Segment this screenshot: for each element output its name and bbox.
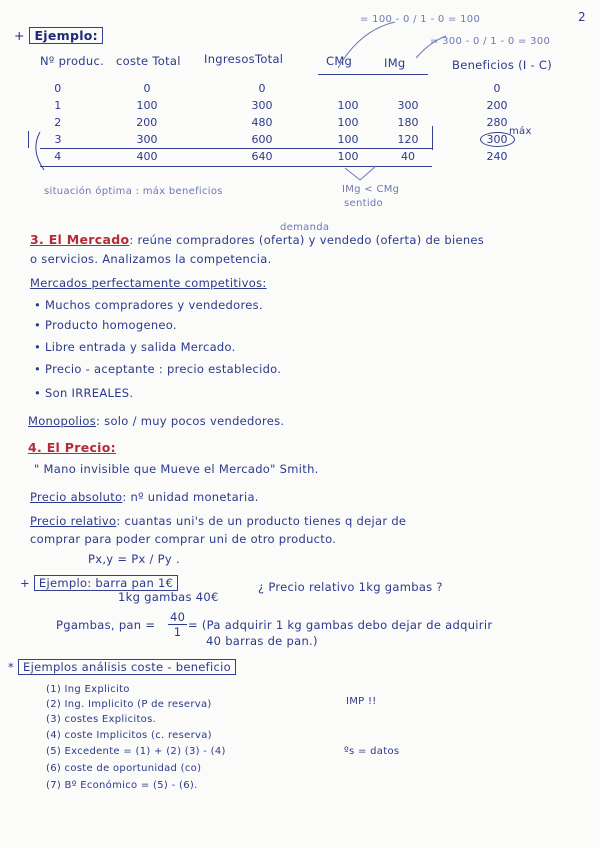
table-cell: 200 bbox=[136, 116, 158, 129]
ejemplos-analisis-block: * Ejemplos análisis coste - beneficio bbox=[8, 660, 236, 674]
annotation-arrows bbox=[0, 0, 600, 240]
table-cell: 600 bbox=[251, 133, 273, 146]
analisis-item-6: (6) coste de oportunidad (co) bbox=[46, 763, 202, 774]
mercado-sub-title: Mercados perfectamente competitivos: bbox=[30, 276, 267, 290]
header-ingresos-total: IngresosTotal bbox=[204, 52, 284, 66]
table-cell: 100 bbox=[337, 150, 359, 163]
analisis-item-4: (4) coste Implicitos (c. reserva) bbox=[46, 730, 212, 741]
header-beneficios: Beneficios (I - C) bbox=[452, 58, 553, 72]
analisis-item-7: (7) Bº Económico = (5) - (6). bbox=[46, 780, 198, 791]
optimal-circle: 300 bbox=[480, 132, 515, 147]
datos-note: ºs = datos bbox=[344, 746, 400, 757]
analisis-item-3: (3) costes Explicitos. bbox=[46, 714, 157, 725]
precio-absoluto-text: : nº unidad monetaria. bbox=[122, 490, 259, 504]
table-cell: 40 bbox=[401, 150, 415, 163]
mercado-bullet-1: • Muchos compradores y vendedores. bbox=[34, 298, 263, 312]
precio-title: 4. El Precio: bbox=[28, 440, 116, 455]
table-cell: 4 bbox=[54, 150, 62, 163]
ejemplo-2-line-1: barra pan 1€ bbox=[95, 576, 174, 590]
table-cell: 100 bbox=[337, 133, 359, 146]
header-img: IMg bbox=[384, 56, 406, 70]
mercado-bullet-5: • Son IRREALES. bbox=[34, 386, 134, 400]
ejemplo-2-formula-right-2: 40 barras de pan.) bbox=[206, 634, 318, 648]
precio-formula: Px,y = Px / Py . bbox=[88, 552, 180, 566]
ejemplo-2-formula-right: = (Pa adquirir 1 kg gambas debo dejar de adquirir bbox=[188, 618, 493, 632]
note-optima: situación óptima : máx beneficios bbox=[44, 186, 223, 197]
table-cell: 1 bbox=[54, 99, 62, 112]
analisis-item-5: (5) Excedente = (1) + (2) (3) - (4) bbox=[46, 746, 226, 757]
top-formula-2: = 300 - 0 / 1 - 0 = 300 bbox=[430, 36, 551, 47]
table-cell: 300 bbox=[397, 99, 419, 112]
ejemplo-2-label-text: Ejemplo: bbox=[38, 576, 92, 590]
mercado-text-2: o servicios. Analizamos la competencia. bbox=[30, 252, 272, 266]
precio-absoluto-line bbox=[30, 490, 259, 504]
table-cell: 640 bbox=[251, 150, 273, 163]
table-cell: 100 bbox=[136, 99, 158, 112]
note-img-cmg: IMg < CMg bbox=[342, 184, 400, 195]
mercado-bullet-2: • Producto homogeneo. bbox=[34, 318, 177, 332]
ejemplo-1-label: + Ejemplo: bbox=[14, 28, 103, 43]
table-cell: 2 bbox=[54, 116, 62, 129]
ejemplo-2-block: + Ejemplo: barra pan 1€ bbox=[20, 576, 178, 590]
table-cell: 120 bbox=[397, 133, 419, 146]
table-cell: 3 bbox=[29, 131, 88, 148]
precio-relativo-text: : cuantas uni's de un producto tienes q dejar de bbox=[116, 514, 407, 528]
max-label: máx bbox=[509, 126, 532, 137]
precio-relativo-label: Precio relativo bbox=[30, 514, 117, 528]
table-cell: 0 bbox=[54, 82, 62, 95]
table-cell: 0 bbox=[143, 82, 151, 95]
table-cell: 400 bbox=[136, 150, 158, 163]
ejemplo-2-label bbox=[34, 575, 178, 591]
monopolios-text: : solo / muy pocos vendedores. bbox=[96, 414, 285, 428]
fraction-den: 1 bbox=[173, 625, 182, 639]
table-cell: 240 bbox=[486, 150, 508, 163]
precio-relativo-line bbox=[30, 514, 406, 528]
fraction-num: 40 bbox=[170, 610, 186, 624]
note-sentido: sentido bbox=[344, 198, 383, 209]
header-nprod: Nº produc. bbox=[40, 54, 105, 68]
table-cell: 300 bbox=[136, 133, 158, 146]
header-coste-total: coste Total bbox=[116, 54, 181, 68]
analisis-item-1: (1) Ing Explicito bbox=[46, 684, 130, 695]
monopolios-label: Monopolios bbox=[28, 414, 97, 428]
top-formula-1: = 100 - 0 / 1 - 0 = 100 bbox=[360, 14, 481, 25]
mercado-text-1: : reúne compradores (oferta) y vendedo (oferta) de bienes bbox=[129, 233, 485, 247]
mercado-title: 3. El Mercado bbox=[30, 232, 130, 247]
table-cell: 100 bbox=[337, 116, 359, 129]
precio-relativo-text-2: comprar para poder comprar uni de otro producto. bbox=[30, 532, 337, 546]
ejemplos-analisis-label: Ejemplos análisis coste - beneficio bbox=[18, 659, 236, 675]
table-cell: 180 bbox=[397, 116, 419, 129]
precio-absoluto-label: Precio absoluto bbox=[30, 490, 123, 504]
analisis-item-2: (2) Ing. Implicito (P de reserva) bbox=[46, 699, 212, 710]
table-cell: 300 bbox=[251, 99, 273, 112]
mercado-bullet-3: • Libre entrada y salida Mercado. bbox=[34, 340, 236, 354]
ejemplo-2-fraction bbox=[168, 610, 187, 639]
table-cell: 0 bbox=[493, 82, 501, 95]
table-cell: 100 bbox=[337, 99, 359, 112]
ejemplo-1-label-text: Ejemplo: bbox=[29, 27, 103, 44]
header-cmg: CMg bbox=[326, 54, 353, 68]
table-cell: 200 bbox=[486, 99, 508, 112]
table-cell: 280 bbox=[486, 116, 508, 129]
table-cell: 0 bbox=[258, 82, 266, 95]
ejemplo-2-formula-left: Pgambas, pan = bbox=[56, 618, 156, 632]
monopolios-line bbox=[28, 414, 284, 428]
mercado-bullet-4: • Precio - aceptante : precio establecido. bbox=[34, 362, 282, 376]
table-cell: 480 bbox=[251, 116, 273, 129]
ejemplo-2-line-2: 1kg gambas 40€ bbox=[118, 590, 219, 604]
ejemplo-2-question: ¿ Precio relativo 1kg gambas ? bbox=[258, 580, 443, 594]
mercado-over-note: demanda bbox=[280, 222, 330, 233]
page-number: 2 bbox=[578, 10, 586, 24]
mercado-line-1 bbox=[30, 232, 484, 247]
imp-note: IMP !! bbox=[346, 696, 377, 707]
precio-quote: " Mano invisible que Mueve el Mercado" Smith. bbox=[34, 462, 319, 476]
